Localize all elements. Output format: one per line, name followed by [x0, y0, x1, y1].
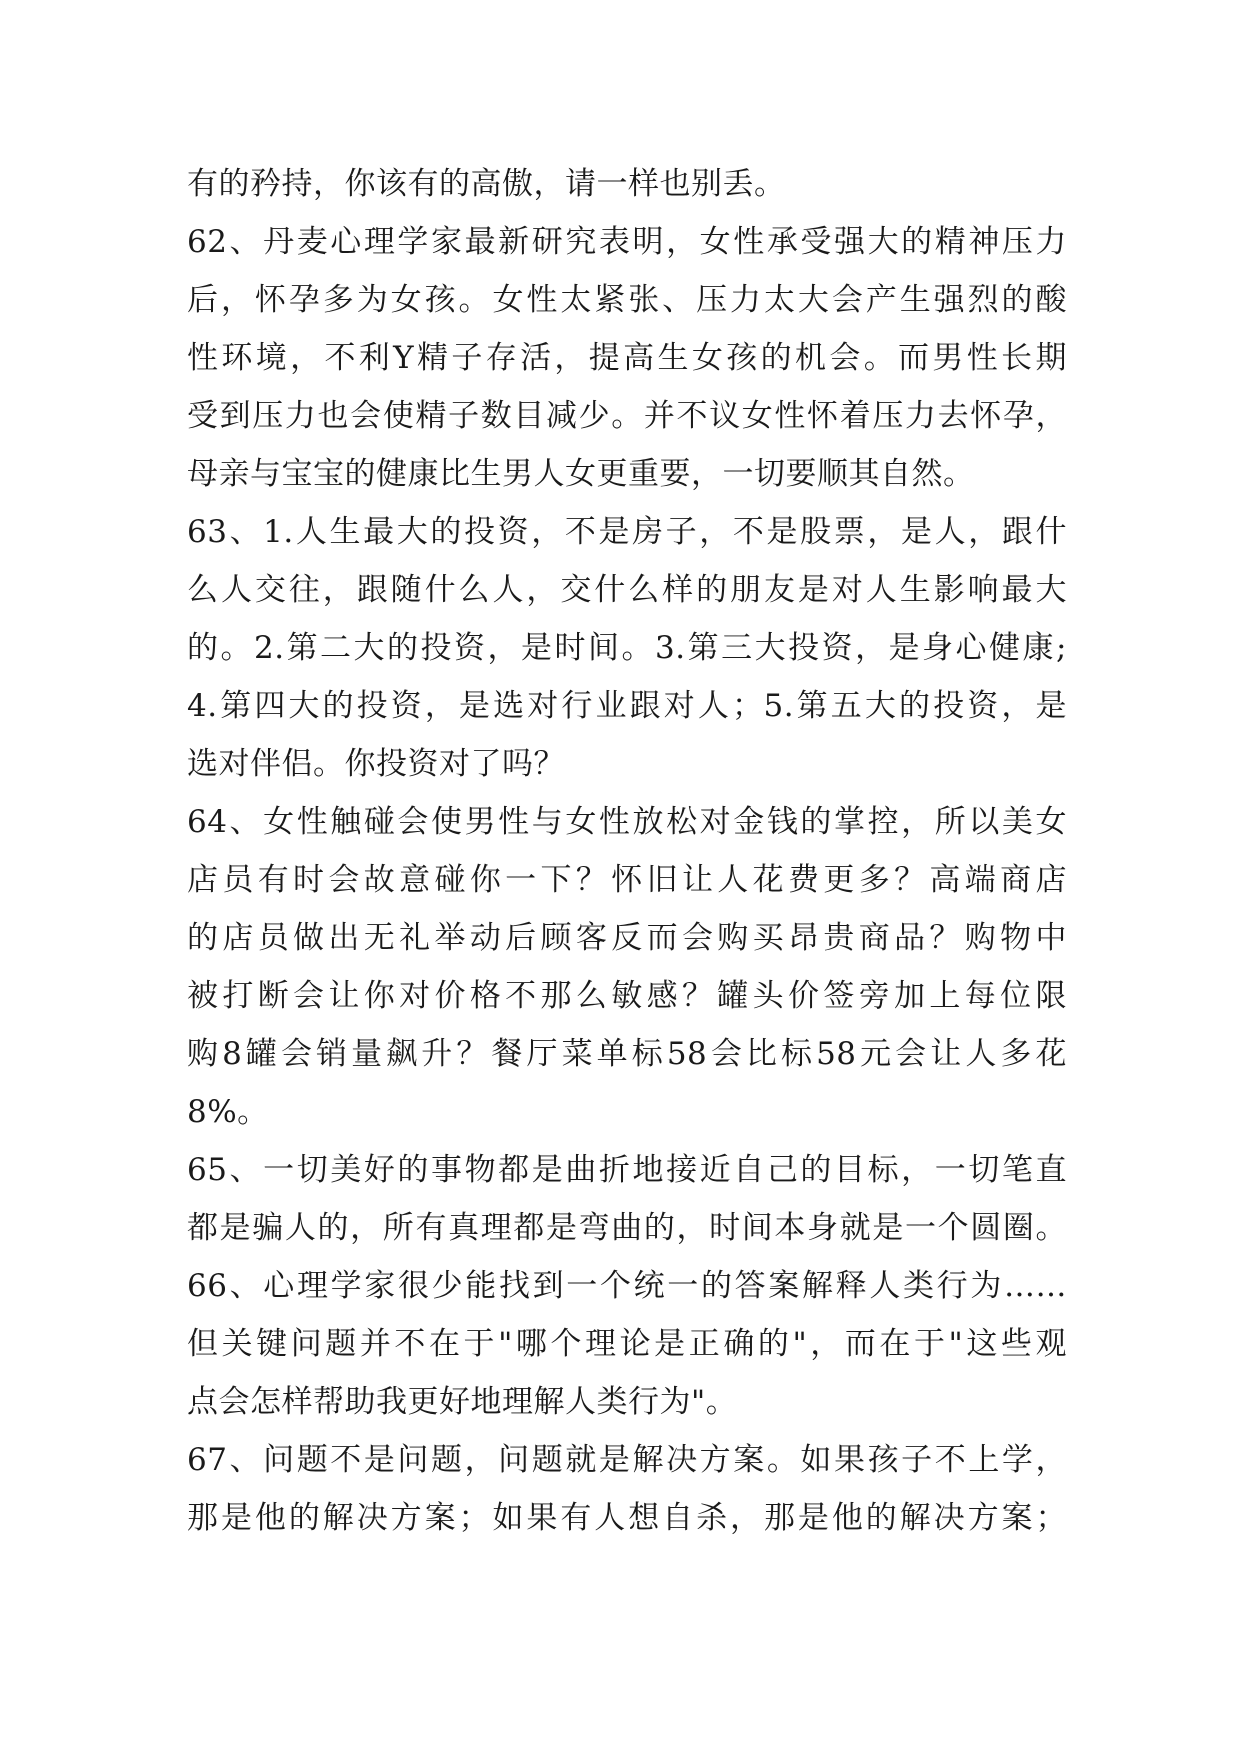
text-line: 4.第四大的投资，是选对行业跟对人；5.第五大的投资，是: [187, 688, 1067, 724]
paragraph-62: [187, 213, 1067, 503]
text-line: 的。2.第二大的投资，是时间。3.第三大投资，是身心健康;: [187, 630, 1067, 666]
text-line: 受到压力也会使精子数目减少。并不议女性怀着压力去怀孕，: [187, 398, 1067, 434]
paragraph-67: [187, 1431, 1067, 1547]
text-line: 64、女性触碰会使男性与女性放松对金钱的掌控，所以美女: [187, 804, 1067, 840]
document-body: [187, 155, 1067, 1547]
text-line: 么人交往，跟随什么人，交什么样的朋友是对人生影响最大: [187, 572, 1067, 608]
text-line: 但关键问题并不在于"哪个理论是正确的"，而在于"这些观: [187, 1326, 1067, 1362]
paragraph-66: [187, 1257, 1067, 1431]
text-line: 都是骗人的，所有真理都是弯曲的，时间本身就是一个圆圈。: [187, 1210, 1067, 1246]
paragraph-65: [187, 1141, 1067, 1257]
paragraph-64: [187, 793, 1067, 1141]
text-line: 8%。: [187, 1094, 269, 1130]
text-line: 65、一切美好的事物都是曲折地接近自己的目标，一切笔直: [187, 1152, 1067, 1188]
text-line: 性环境，不利Y精子存活，提高生女孩的机会。而男性长期: [187, 340, 1067, 376]
text-line: 被打断会让你对价格不那么敏感？罐头价签旁加上每位限: [187, 978, 1067, 1014]
text-line: 购8罐会销量飙升？餐厅菜单标58会比标58元会让人多花: [187, 1036, 1067, 1072]
text-line: 后，怀孕多为女孩。女性太紧张、压力太大会产生强烈的酸: [187, 282, 1067, 318]
text-line: 店员有时会故意碰你一下？怀旧让人花费更多？高端商店: [187, 862, 1067, 898]
paragraph-63: [187, 503, 1067, 793]
text-line: 选对伴侣。你投资对了吗？: [187, 746, 565, 782]
text-line: 63、1.人生最大的投资，不是房子，不是股票，是人，跟什: [187, 514, 1067, 550]
text-line: 66、心理学家很少能找到一个统一的答案解释人类行为……: [187, 1268, 1067, 1304]
text-line: 那是他的解决方案；如果有人想自杀，那是他的解决方案；: [187, 1500, 1067, 1536]
text-line: 62、丹麦心理学家最新研究表明，女性承受强大的精神压力: [187, 224, 1067, 260]
text-line: 有的矜持，你该有的高傲，请一样也别丢。: [187, 166, 786, 202]
paragraph-61-tail: [187, 155, 1067, 213]
text-line: 母亲与宝宝的健康比生男人女更重要，一切要顺其自然。: [187, 456, 975, 492]
text-line: 点会怎样帮助我更好地理解人类行为"。: [187, 1384, 738, 1420]
text-line: 的店员做出无礼举动后顾客反而会购买昂贵商品？购物中: [187, 920, 1067, 956]
text-line: 67、问题不是问题，问题就是解决方案。如果孩子不上学，: [187, 1442, 1067, 1478]
